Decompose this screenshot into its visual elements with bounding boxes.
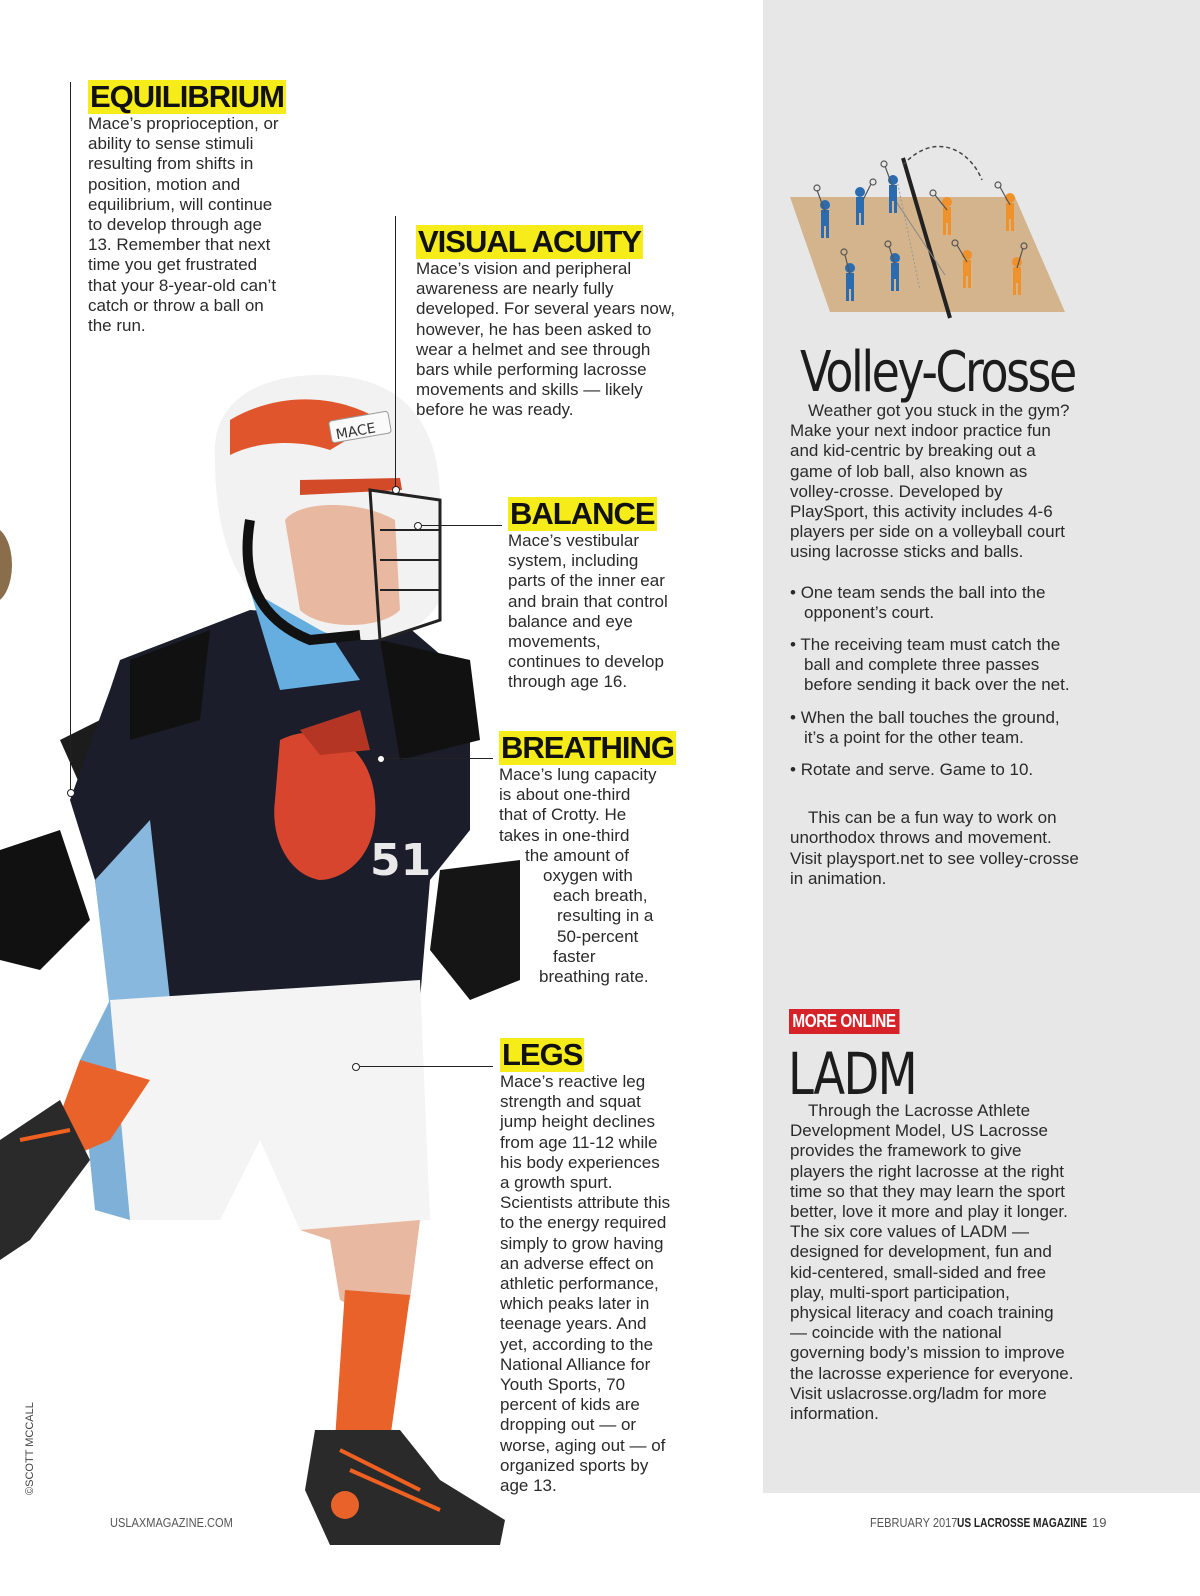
volley-crosse-diagram: [785, 140, 1070, 325]
breathing-line: that of Crotty. He: [499, 805, 627, 825]
volley-crosse-text: [790, 401, 1080, 889]
breathing-line: the amount of: [525, 845, 629, 865]
legs-leader-line: [358, 1066, 493, 1067]
legs-block: [500, 1038, 672, 1496]
volley-crosse-title: Volley-Crosse: [800, 340, 1075, 405]
legs-leader-dot: [352, 1063, 360, 1071]
breathing-line: oxygen with: [543, 866, 633, 886]
breathing-leader-line: [383, 758, 493, 759]
equilibrium-leader-line: [70, 82, 71, 794]
visual-acuity-body: Mace’s vision and peripheral awareness are nearly fully developed. For several years now, however, he has been asked to wear a helmet and see through bars while performing lacrosse movements and skills — likely before he was ready.: [416, 259, 675, 420]
volley-crosse-intro: Weather got you stuck in the gym? Make your next indoor practice fun and kid-centric by breaking out a game of lob ball, also known as volley-crosse. Developed by PlaySport, this activity includes 4-6 players per side on a volleyball court using lacrosse sticks and balls.: [790, 401, 1070, 562]
breathing-line: faster: [553, 946, 596, 966]
footer-website: USLAXMAGAZINE.COM: [110, 1515, 233, 1530]
rule-item: • The receiving team must catch the ball and complete three passes before sending it back over the net.: [790, 635, 1080, 696]
balance-leader-dot: [414, 522, 422, 530]
jersey-number: 51: [370, 835, 432, 886]
breathing-block: [499, 731, 679, 987]
footer-magazine: US LACROSSE MAGAZINE: [957, 1515, 1088, 1530]
breathing-line: takes in one-third: [499, 825, 630, 845]
breathing-line: Mace’s lung capacity: [499, 765, 657, 784]
more-online-badge: MORE ONLINE: [789, 1009, 899, 1034]
balance-body: Mace’s vestibular system, including parts of the inner ear and brain that control balance and eye movements, continues to develop through age 16.: [508, 531, 668, 692]
player-photo: [0, 360, 520, 1545]
breathing-leader-dot: [377, 755, 385, 763]
footer-date: FEBRUARY 2017: [870, 1515, 958, 1530]
equilibrium-heading: EQUILIBRIUM: [90, 79, 284, 114]
rule-item: • Rotate and serve. Game to 10.: [790, 760, 1080, 780]
photo-credit: ©SCOTT MCCALL: [24, 1402, 36, 1495]
rule-item: • One team sends the ball into the opponent’s court.: [790, 583, 1080, 623]
legs-body: Mace’s reactive leg strength and squat jump height declines from age 11-12 while his body experiences a growth spurt. Scientists attribute this to the energy required simply to grow having an adverse effect on athletic performance, which peaks later in teenage years. And yet, according to the National Alliance for Youth Sports, 70 percent of kids are dropping out — or worse, aging out — of organized sports by age 13.: [500, 1072, 671, 1496]
breathing-heading: BREATHING: [501, 730, 674, 765]
legs-heading: LEGS: [502, 1037, 583, 1072]
breathing-line: breathing rate.: [539, 967, 649, 987]
breathing-line: is about one-third: [499, 785, 631, 805]
volley-crosse-rules: [790, 583, 1080, 781]
visual-acuity-leader-line: [395, 216, 396, 488]
balance-heading: BALANCE: [510, 496, 655, 531]
breathing-body: [499, 765, 679, 987]
helmet-label: MACE: [334, 420, 377, 444]
breathing-line: 50-percent: [557, 926, 639, 946]
balance-block: [508, 497, 673, 693]
visual-acuity-block: [416, 225, 682, 421]
equilibrium-block: [88, 80, 288, 336]
equilibrium-body: Mace’s proprioception, or ability to sense stimuli resulting from shifts in position, motion and equilibrium, will continue to develop through age 13. Remember that next time you get frustrated that your 8-year-old can’t catch or throw a ball on the run.: [88, 114, 279, 336]
visual-acuity-leader-dot: [392, 486, 400, 494]
ladm-body: Through the Lacrosse Athlete Development Model, US Lacrosse provides the framework to give players the right lacrosse at the right time so that they may learn the sport better, love it more and play it longer. The six core values of LADM — designed for development, fun and kid-centered, small-sided and free play, multi-sport participation, physical literacy and coach training — coincide with the national governing body’s mission to improve the lacrosse experience for everyone. Visit uslacrosse.org/ladm for more information.: [790, 1101, 1074, 1424]
visual-acuity-heading: VISUAL ACUITY: [418, 224, 641, 259]
equilibrium-leader-dot: [67, 789, 75, 797]
rule-item: • When the ball touches the ground, it’s a point for the other team.: [790, 708, 1080, 748]
breathing-line: each breath,: [553, 886, 648, 906]
helmet: [215, 375, 440, 640]
volley-crosse-closing: This can be a fun way to work on unorthodox throws and movement. Visit playsport.net to see volley-crosse in animation.: [790, 808, 1079, 888]
ladm-title: LADM: [788, 1040, 917, 1108]
balance-leader-line: [420, 525, 502, 526]
page-number: 19: [1092, 1515, 1107, 1530]
breathing-line: resulting in a: [557, 906, 654, 926]
